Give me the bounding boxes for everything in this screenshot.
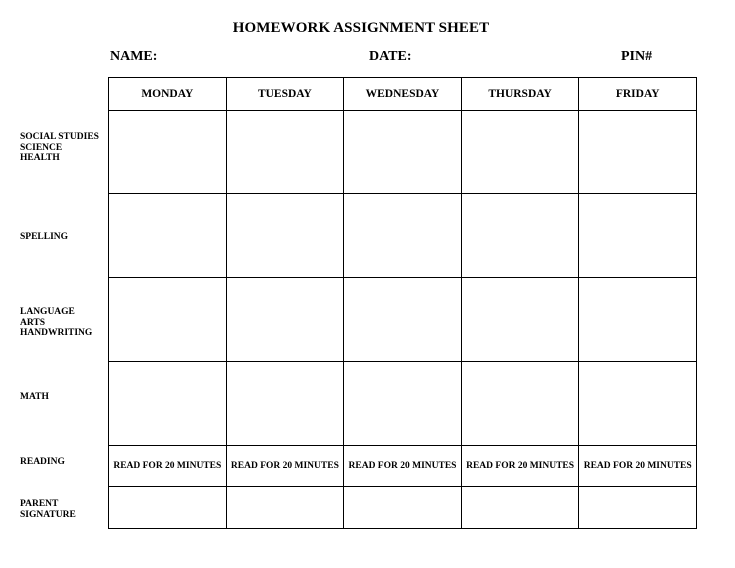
row-label-reading: READING bbox=[20, 457, 65, 467]
grid-cell bbox=[344, 362, 462, 446]
reading-cell: READ FOR 20 MINUTES bbox=[579, 446, 697, 487]
grid-cell bbox=[461, 278, 579, 362]
row-label-parent-signature: PARENT SIGNATURE bbox=[20, 499, 76, 520]
day-header-friday: FRIDAY bbox=[579, 78, 697, 111]
grid-cell bbox=[226, 111, 344, 194]
grid-cell bbox=[226, 194, 344, 278]
assignment-grid bbox=[108, 77, 697, 529]
row-label-social-studies: SOCIAL STUDIES SCIENCE HEALTH bbox=[20, 132, 99, 163]
row-label-language-arts: LANGUAGE ARTS HANDWRITING bbox=[20, 307, 93, 338]
day-header-thursday: THURSDAY bbox=[461, 78, 579, 111]
reading-row bbox=[109, 446, 697, 487]
signature-cell bbox=[109, 487, 227, 529]
reading-cell: READ FOR 20 MINUTES bbox=[226, 446, 344, 487]
grid-cell bbox=[226, 278, 344, 362]
grid-cell bbox=[461, 362, 579, 446]
signature-cell bbox=[579, 487, 697, 529]
grid-cell bbox=[579, 111, 697, 194]
grid-cell bbox=[109, 362, 227, 446]
signature-row bbox=[109, 487, 697, 529]
page-title: HOMEWORK ASSIGNMENT SHEET bbox=[232, 20, 490, 36]
name-label: NAME: bbox=[110, 49, 158, 64]
grid-cell bbox=[109, 194, 227, 278]
signature-cell bbox=[226, 487, 344, 529]
grid-cell bbox=[226, 362, 344, 446]
table-row bbox=[109, 278, 697, 362]
grid-cell bbox=[461, 111, 579, 194]
grid-cell bbox=[344, 278, 462, 362]
date-label: DATE: bbox=[369, 49, 412, 64]
grid-cell bbox=[109, 111, 227, 194]
grid-cell bbox=[344, 111, 462, 194]
signature-cell bbox=[344, 487, 462, 529]
grid-cell bbox=[579, 278, 697, 362]
day-header-row bbox=[109, 78, 697, 111]
reading-cell: READ FOR 20 MINUTES bbox=[109, 446, 227, 487]
signature-cell bbox=[461, 487, 579, 529]
grid-cell bbox=[579, 362, 697, 446]
pin-label: PIN# bbox=[621, 49, 653, 64]
day-header-monday: MONDAY bbox=[109, 78, 227, 111]
reading-cell: READ FOR 20 MINUTES bbox=[344, 446, 462, 487]
row-label-spelling: SPELLING bbox=[20, 232, 69, 242]
grid-cell bbox=[579, 194, 697, 278]
grid-cell bbox=[109, 278, 227, 362]
day-header-wednesday: WEDNESDAY bbox=[344, 78, 462, 111]
grid-cell bbox=[344, 194, 462, 278]
reading-cell: READ FOR 20 MINUTES bbox=[461, 446, 579, 487]
grid-cell bbox=[461, 194, 579, 278]
day-header-tuesday: TUESDAY bbox=[226, 78, 344, 111]
table-row bbox=[109, 194, 697, 278]
row-label-math: MATH bbox=[20, 392, 49, 402]
table-row bbox=[109, 362, 697, 446]
table-row bbox=[109, 111, 697, 194]
